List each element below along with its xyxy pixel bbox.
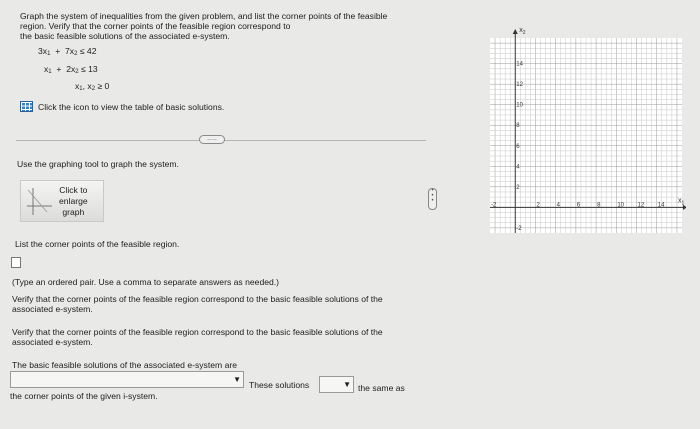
x-tick-label: 8 [597, 202, 601, 209]
y-axis-arrow-icon [513, 29, 518, 34]
x-tick-label: 12 [637, 202, 645, 209]
y-axis-label: $x_2$ [519, 27, 526, 36]
same-as-dropdown[interactable] [319, 376, 354, 393]
x-tick-label-negative: -2 [491, 202, 497, 209]
corner-points-prompt: List the corner points of the feasible region. [15, 239, 180, 249]
enlarge-label [59, 185, 88, 218]
ineq1-rhs: ≤ 42 [79, 46, 97, 56]
y-tick-label: 8 [516, 123, 520, 130]
inequality-1: 3x1 + 7x2 ≤ 42 [38, 46, 97, 57]
table-icon[interactable] [20, 101, 33, 112]
the-same-as-text: the same as [358, 383, 405, 393]
ineq1-term-b: 7x [65, 46, 75, 56]
problem-line-3: the basic feasible solutions of the associated e-system. [20, 31, 230, 41]
dropdown-arrow-icon: ▼ [343, 380, 351, 389]
sub: 2 [91, 86, 96, 92]
verify-2-line-1: Verify that the corner points of the feasible region correspond to the basic feasible solutions of the [12, 327, 383, 337]
x-tick-label: 10 [617, 202, 625, 209]
y-tick-label: 4 [516, 164, 520, 171]
table-link-text: Click the icon to view the table of basic solutions. [38, 102, 225, 112]
ineq3-rhs: ≥ 0 [97, 81, 110, 91]
enlarge-label-line: graph [62, 207, 85, 217]
sub: 1 [79, 86, 83, 92]
y-tick-label-negative: -2 [516, 225, 522, 232]
verify-2-line-2: associated e-system. [12, 337, 93, 347]
graph-thumbnail-icon [25, 186, 53, 216]
verify-1-line-2: associated e-system. [12, 304, 93, 314]
ineq2-term-b: 2x [66, 64, 76, 74]
ineq3-term-a: x [75, 81, 80, 91]
enlarge-graph-button[interactable] [20, 180, 104, 222]
corner-points-suffix: the corner points of the given i-system. [10, 391, 158, 401]
sub: 1 [48, 69, 52, 75]
enlarge-label-line: enlarge [59, 196, 88, 206]
verify-1-line-1: Verify that the corner points of the feasible region correspond to the basic feasible solutions of the [12, 294, 383, 304]
y-tick-label: 6 [516, 143, 520, 150]
problem-line-1: Graph the system of inequalities from the given problem, and list the corner points of the feasible [20, 11, 388, 21]
enlarge-label-line: Click to [59, 185, 88, 195]
inequality-2: x1 + 2x2 ≤ 13 [44, 64, 98, 75]
panel-resize-handle[interactable]: • • • [428, 188, 437, 210]
x-tick-label: 14 [657, 202, 665, 209]
type-hint: (Type an ordered pair. Use a comma to separate answers as needed.) [12, 277, 280, 287]
dropdown-arrow-icon: ▼ [233, 375, 241, 384]
graph-canvas[interactable] [478, 23, 686, 235]
y-tick-label: 14 [516, 61, 523, 68]
x-axis-label: $x_1$ [678, 197, 685, 207]
ineq2-rhs: ≤ 13 [81, 64, 98, 74]
bfs-dropdown[interactable] [10, 371, 244, 388]
corner-points-input[interactable] [11, 257, 21, 268]
ineq3-term-b: x [87, 81, 92, 91]
y-tick-label: 10 [516, 102, 523, 109]
expand-ellipsis-button[interactable]: ..... [199, 135, 225, 144]
inequality-3: x1, x2 ≥ 0 [75, 81, 110, 92]
sub: 1 [47, 51, 51, 57]
x-tick-label: 6 [576, 202, 581, 209]
y-tick-label: 2 [516, 184, 520, 191]
y-tick-label: 12 [516, 82, 523, 89]
these-solutions-text: These solutions [249, 380, 310, 390]
problem-line-2: region. Verify that the corner points of the feasible region correspond to [20, 21, 291, 31]
sub: 2 [75, 69, 79, 75]
x-tick-label: 2 [536, 202, 540, 209]
graph-instruction: Use the graphing tool to graph the system. [17, 159, 179, 169]
bfs-prefix: The basic feasible solutions of the associated e-system are [12, 360, 237, 370]
ineq1-term-a: 3x [38, 46, 48, 56]
ineq2-term-a: x [44, 64, 49, 74]
sub: 2 [74, 51, 78, 57]
x-tick-label: 4 [556, 202, 561, 209]
